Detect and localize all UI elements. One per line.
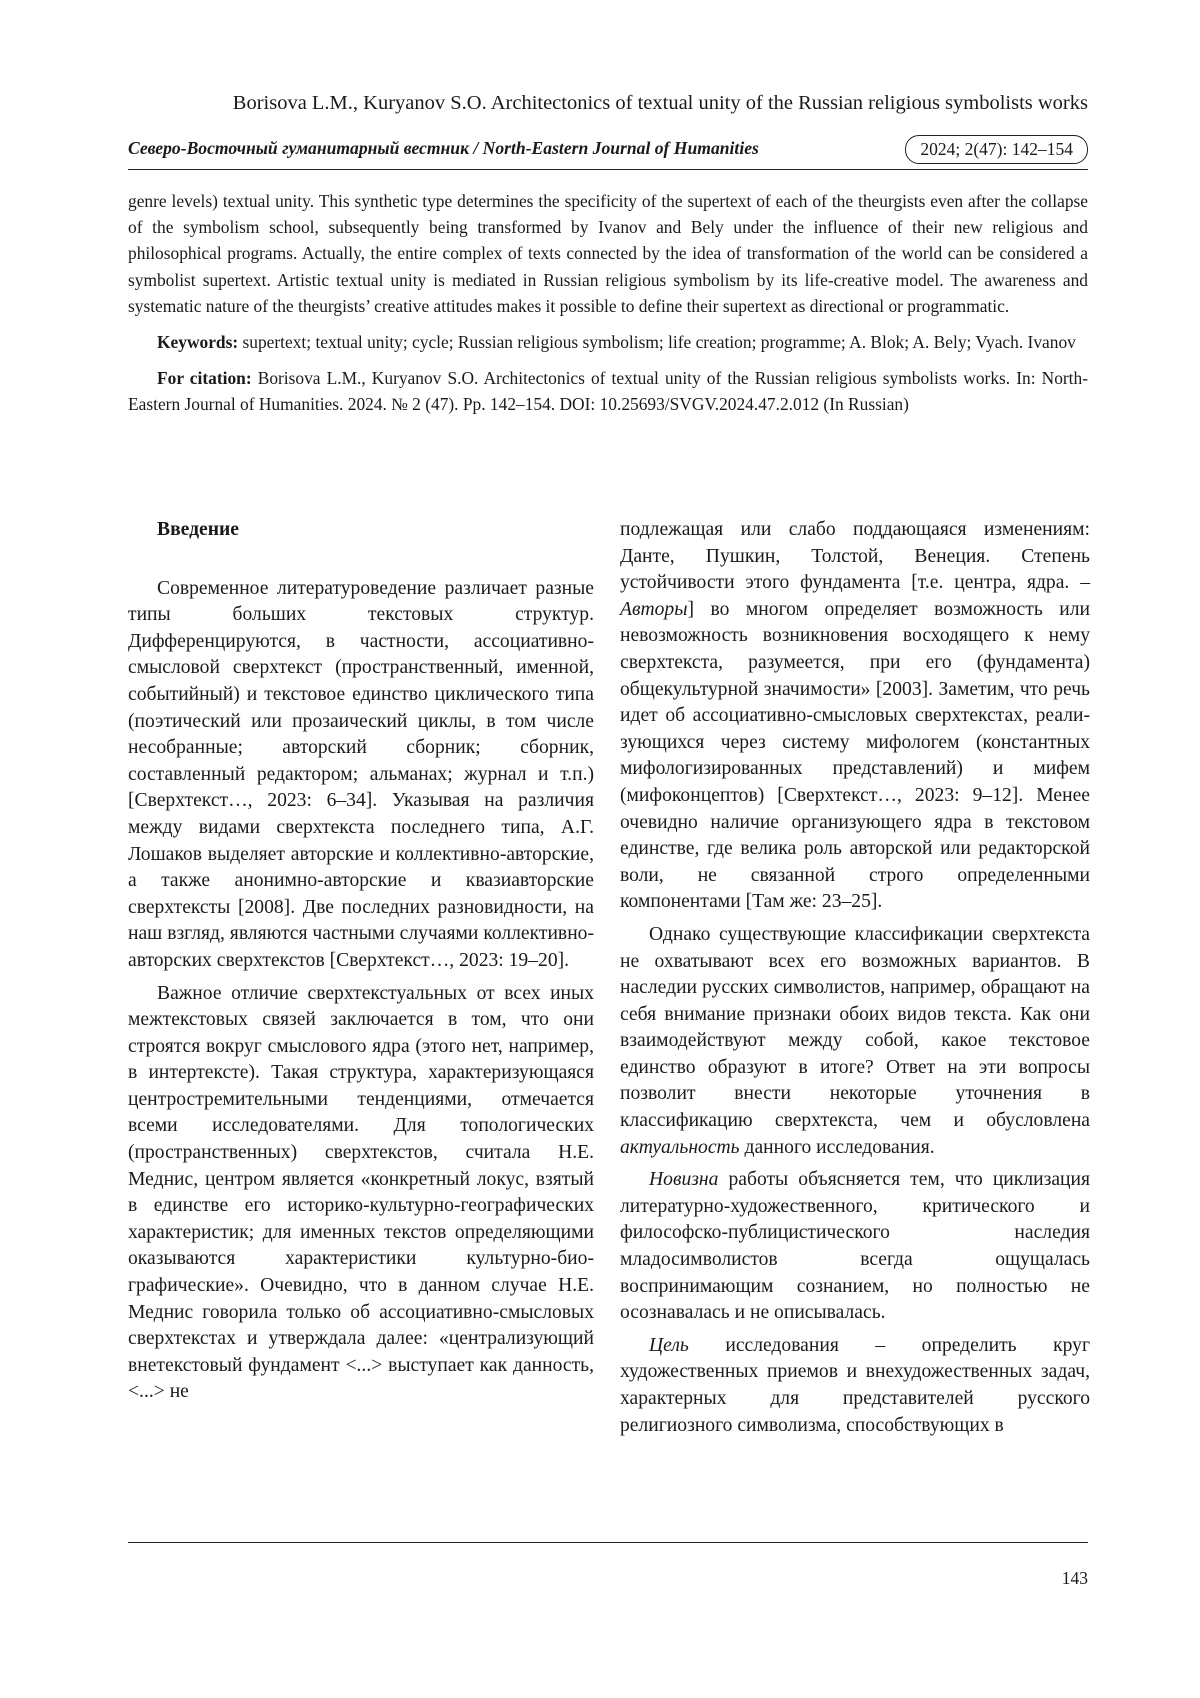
paragraph: Современное литературоведение различает разные типы больших текстовых структур. Дифференцируются, в частности, ассоциативно-смысловой сверхтекст (пространственный, именной, событийный) и текстовое единство циклического типа (поэтический или прозаический циклы, в том числе несобранные; авторский сборник; сборник, составленный редактором; альманах; журнал и т.п.) [Сверхтекст…, 2023: 6–34]. Указывая на различия между видами сверхтекста последнего типа, А.Г. Лошаков выделяет авторские и коллективно-авторские, а также анонимно-авторские и квазиавторские сверхтексты [2008]. Две последних разновидности, на наш взгляд, являются частными случаями коллективно-авторских сверхтекстов [Сверхтекст…, 2023: 19–20].	[128, 577, 594, 971]
citation	[128, 365, 1088, 417]
citation-label: For citation:	[157, 368, 252, 389]
emphasis: актуальность	[620, 1136, 740, 1158]
text-run: подлежащая или слабо поддающаяся изменениям: Данте, Пушкин, Толстой, Венеция. Степень устойчивости этого фундамента [т.е. центра, ядра. –	[620, 519, 1090, 594]
keywords-label: Keywords:	[157, 332, 239, 353]
left-column	[128, 517, 594, 1412]
journal-name: Северо-Восточный гуманитарный вестник / North-Eastern Journal of Humanities	[128, 138, 759, 158]
emphasis: Авторы	[620, 598, 688, 620]
journal-header-bar	[128, 135, 1088, 170]
keywords	[128, 329, 1088, 355]
text-run: данного исследования.	[739, 1136, 935, 1158]
running-title: Borisova L.M., Kuryanov S.O. Architectonics of textual unity of the Russian religious symbolists works	[232, 92, 1088, 114]
citation-text: Borisova L.M., Kuryanov S.O. Architectonics of textual unity of the Russian religious symbolists works. In: North-Eastern Journal of Humanities. 2024. № 2 (47). Pp. 142–154. DOI: 10.25693/SVGV.2024.47.2.012 (In Russian)	[128, 368, 1088, 415]
paragraph: Важное отличие сверхтекстуальных от всех иных межтекстовых связей заключается в том, что они строятся вокруг смыслового ядра (этого нет, например, в интертексте). Такая структура, характеризующаяся центростремительными тенденциями, отмечается всеми исследователями. Для топологических (пространственных) сверхтекстов, считала Н.Е. Меднис, центром является «конкретный локус, взятый в единстве его историко-культурно-географических характеристик; для именных текстов определяющими оказываются характеристики культурно-биографические». Очевидно, что в данном случае Н.Е. Меднис говорила только об ассоциативно-смысловых сверхтекстах и утверждала далее: «централизующий внетекстовый фундамент <...> выступает как данность, <...> не	[128, 982, 594, 1403]
keywords-text: supertext; textual unity; cycle; Russian religious symbolism; life creation; programme; A. Blok; A. Bely; Vyach. Ivanov	[242, 332, 1076, 353]
text-run: исследования – определить круг художественных приемов и внехудожественных задач, характерных для представителей русского религиозного символизма, способствующих в	[620, 1334, 1090, 1436]
emphasis: Цель	[649, 1334, 689, 1356]
paragraph	[620, 517, 1090, 916]
issue-badge: 2024; 2(47): 142–154	[905, 135, 1088, 164]
abstract-section	[128, 188, 1088, 428]
text-run: работы объясняется тем, что циклизация литературно-художественного, критического и философско-публицистического наследия младосимволистов всегда ощущалась воспринимающим сознанием, но полностью не осознавалась и не описывалась.	[620, 1169, 1090, 1324]
page-number: 143	[1061, 1568, 1088, 1588]
footer-divider	[128, 1542, 1088, 1543]
text-run: Однако существующие классификации сверхтекста не охватывают всех его возможных вариантов. В наследии русских символистов, например, обращают на себя внимание признаки обоих видов текста. Как они взаимодействуют между собой, какое текстовое единство образуют в итоге? Ответ на эти вопросы позволит внести некоторые уточнения в классификацию сверхтекста, чем и обусловлена	[620, 923, 1090, 1132]
emphasis: Новизна	[649, 1169, 719, 1191]
section-heading: Введение	[157, 519, 239, 540]
right-column	[620, 517, 1090, 1445]
abstract-continuation: genre levels) textual unity. This synthetic type determines the specificity of the supertext of each of the theurgists even after the collapse of the symbolism school, subsequently being transformed by Ivanov and Bely under the influence of their new religious and philosophical programs. Actually, the entire complex of texts connected by the idea of transformation of the world can be considered a symbolist supertext. Artistic textual unity is mediated in Russian religious symbolism by its life-creative model. The awareness and systematic nature of the theurgists’ creative attitudes makes it possible to define their supertext as directional or programmatic.	[128, 191, 1088, 316]
paragraph	[620, 922, 1090, 1161]
paragraph	[620, 1167, 1090, 1327]
text-run: ] во многом определяет возможность или невозможность возникновения восходящего к нему сверхтекста, разумеется, при его (фундамента) общекультурной значимости» [2003]. Заметим, что речь идет об ассоциативно-смысловых сверхтекстах, реализующихся через систему мифологем (константных мифологизированных представлений) и мифем (мифоконцептов) [Сверхтекст…, 2023: 9–12]. Менее очевидно наличие организующего ядра в текстовом единстве, где велика роль авторской или редакторской воли, не связанной строго определенными компонентами [Там же: 23–25].	[620, 598, 1090, 913]
paragraph	[620, 1333, 1090, 1439]
